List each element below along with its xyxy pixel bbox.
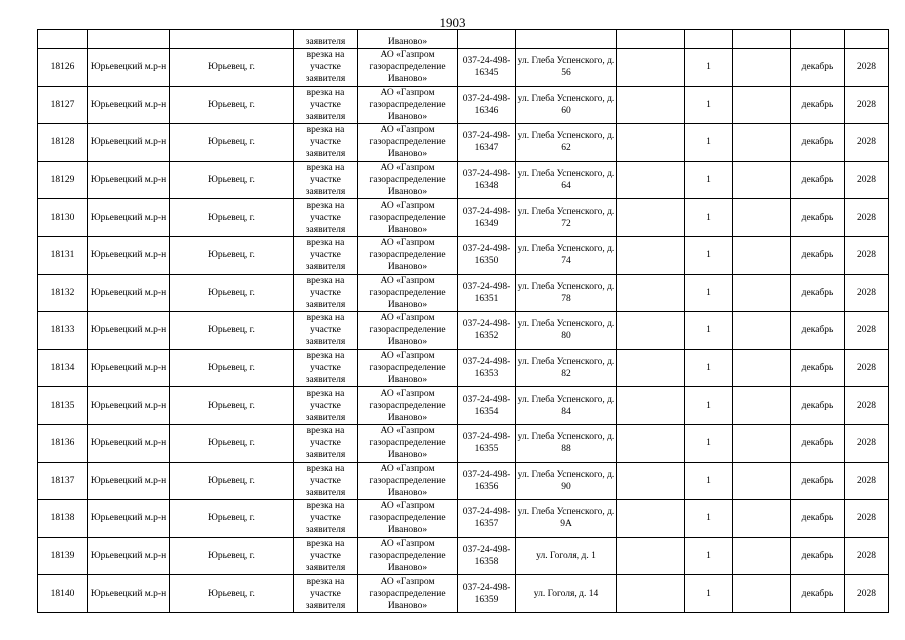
cell-object-number: 037-24-498-16357 (458, 500, 516, 538)
cell-work-type: врезка на участке заявителя (294, 575, 358, 613)
table-row (38, 236, 889, 274)
cell-district: Юрьевецкий м.р-н (88, 199, 170, 237)
cell-district: Юрьевецкий м.р-н (88, 312, 170, 350)
cell-id: 18127 (38, 86, 88, 124)
cell-quantity: 1 (685, 462, 733, 500)
cell-quantity: 1 (685, 537, 733, 575)
cell-organization: АО «Газпром газораспределение Иваново» (358, 274, 458, 312)
cell-work-type: врезка на участке заявителя (294, 86, 358, 124)
cell-empty (685, 30, 733, 49)
table-row (38, 199, 889, 237)
cell-organization: АО «Газпром газораспределение Иваново» (358, 349, 458, 387)
table-row (38, 86, 889, 124)
cell-month: декабрь (791, 161, 845, 199)
table-row (38, 537, 889, 575)
cell-empty (733, 30, 791, 49)
cell-id: 18140 (38, 575, 88, 613)
cell-empty (733, 274, 791, 312)
cell-id: 18126 (38, 49, 88, 87)
cell-id: 18132 (38, 274, 88, 312)
cell-city: Юрьевец, г. (170, 161, 294, 199)
cell-year: 2028 (845, 424, 889, 462)
table-row (38, 500, 889, 538)
cell-quantity: 1 (685, 575, 733, 613)
table-row (38, 424, 889, 462)
cell-address: ул. Глеба Успенского, д. 80 (516, 312, 617, 350)
cell-city: Юрьевец, г. (170, 86, 294, 124)
cell-object-number: 037-24-498-16353 (458, 349, 516, 387)
cell-address: ул. Глеба Успенского, д. 90 (516, 462, 617, 500)
cell-work-type: врезка на участке заявителя (294, 49, 358, 87)
cell-address: ул. Гоголя, д. 1 (516, 537, 617, 575)
cell-object-number: 037-24-498-16354 (458, 387, 516, 425)
cell-empty (617, 86, 685, 124)
cell-district: Юрьевецкий м.р-н (88, 49, 170, 87)
continuation-row (38, 30, 889, 49)
cell-district: Юрьевецкий м.р-н (88, 86, 170, 124)
cell-address: ул. Глеба Успенского, д. 82 (516, 349, 617, 387)
cell-organization: АО «Газпром газораспределение Иваново» (358, 86, 458, 124)
cell-quantity: 1 (685, 349, 733, 387)
cell-month: декабрь (791, 49, 845, 87)
cell-work-type: врезка на участке заявителя (294, 236, 358, 274)
cell-empty (458, 30, 516, 49)
cell-object-number: 037-24-498-16358 (458, 537, 516, 575)
cell-month: декабрь (791, 124, 845, 162)
cell-organization: АО «Газпром газораспределение Иваново» (358, 424, 458, 462)
cell-year: 2028 (845, 161, 889, 199)
cell-empty (733, 199, 791, 237)
cell-district: Юрьевецкий м.р-н (88, 575, 170, 613)
cell-organization: АО «Газпром газораспределение Иваново» (358, 462, 458, 500)
table-row (38, 312, 889, 350)
cell-id: 18134 (38, 349, 88, 387)
cell-id: 18128 (38, 124, 88, 162)
cell-work-type: врезка на участке заявителя (294, 124, 358, 162)
cell-object-number: 037-24-498-16359 (458, 575, 516, 613)
cell-empty (516, 30, 617, 49)
cell-district: Юрьевецкий м.р-н (88, 537, 170, 575)
cell-work-type: врезка на участке заявителя (294, 500, 358, 538)
cell-district: Юрьевецкий м.р-н (88, 274, 170, 312)
cell-city: Юрьевец, г. (170, 424, 294, 462)
table-row (38, 349, 889, 387)
cell-quantity: 1 (685, 500, 733, 538)
cell-quantity: 1 (685, 312, 733, 350)
cell-city: Юрьевец, г. (170, 462, 294, 500)
cell-organization: АО «Газпром газораспределение Иваново» (358, 537, 458, 575)
cell-empty (733, 575, 791, 613)
cell-year: 2028 (845, 462, 889, 500)
cell-id: 18138 (38, 500, 88, 538)
cell-address: ул. Глеба Успенского, д. 64 (516, 161, 617, 199)
gasification-table (37, 29, 889, 613)
cell-empty (733, 462, 791, 500)
table-row (38, 274, 889, 312)
cell-empty (617, 49, 685, 87)
cell-year: 2028 (845, 199, 889, 237)
cell-id: 18139 (38, 537, 88, 575)
cell-empty (617, 161, 685, 199)
table-row (38, 49, 889, 87)
cell-year: 2028 (845, 236, 889, 274)
cell-address: ул. Глеба Успенского, д. 62 (516, 124, 617, 162)
cell-organization: АО «Газпром газораспределение Иваново» (358, 49, 458, 87)
cell-empty (733, 124, 791, 162)
table-row (38, 161, 889, 199)
cell-empty (617, 30, 685, 49)
cell-month: декабрь (791, 86, 845, 124)
cell-month: декабрь (791, 236, 845, 274)
cell-empty (617, 424, 685, 462)
cell-month: декабрь (791, 537, 845, 575)
cell-empty (733, 86, 791, 124)
cell-object-number: 037-24-498-16355 (458, 424, 516, 462)
cell-month: декабрь (791, 500, 845, 538)
cell-empty (617, 124, 685, 162)
cell-month: декабрь (791, 349, 845, 387)
cell-organization: АО «Газпром газораспределение Иваново» (358, 236, 458, 274)
cell-object-number: 037-24-498-16347 (458, 124, 516, 162)
cell-empty (791, 30, 845, 49)
cell-year: 2028 (845, 86, 889, 124)
cell-district: Юрьевецкий м.р-н (88, 387, 170, 425)
cell-quantity: 1 (685, 424, 733, 462)
cell-organization: АО «Газпром газораспределение Иваново» (358, 575, 458, 613)
cell-address: ул. Глеба Успенского, д. 60 (516, 86, 617, 124)
cell-empty (733, 312, 791, 350)
cell-address: ул. Глеба Успенского, д. 56 (516, 49, 617, 87)
cell-address: ул. Глеба Успенского, д. 74 (516, 236, 617, 274)
cell-work-type: врезка на участке заявителя (294, 537, 358, 575)
cell-year: 2028 (845, 49, 889, 87)
cell-quantity: 1 (685, 86, 733, 124)
cell-object-number: 037-24-498-16356 (458, 462, 516, 500)
cell-empty (733, 424, 791, 462)
cell-city: Юрьевец, г. (170, 500, 294, 538)
cell-empty (733, 387, 791, 425)
table-row (38, 575, 889, 613)
cell-id: 18136 (38, 424, 88, 462)
cell-object-number: 037-24-498-16352 (458, 312, 516, 350)
cell-month: декабрь (791, 387, 845, 425)
cell-year: 2028 (845, 274, 889, 312)
cell-object-number: 037-24-498-16351 (458, 274, 516, 312)
cell-year: 2028 (845, 537, 889, 575)
cell-id: 18131 (38, 236, 88, 274)
cell-quantity: 1 (685, 161, 733, 199)
cell-empty (733, 236, 791, 274)
cell-year: 2028 (845, 124, 889, 162)
cell-year: 2028 (845, 575, 889, 613)
cell-object-number: 037-24-498-16350 (458, 236, 516, 274)
cell-organization: АО «Газпром газораспределение Иваново» (358, 387, 458, 425)
cell-quantity: 1 (685, 199, 733, 237)
cell-quantity: 1 (685, 124, 733, 162)
cell-organization: АО «Газпром газораспределение Иваново» (358, 199, 458, 237)
cell-org-continued: Иваново» (358, 30, 458, 49)
cell-quantity: 1 (685, 49, 733, 87)
cell-address: ул. Глеба Успенского, д. 84 (516, 387, 617, 425)
cell-empty (88, 30, 170, 49)
table-row (38, 462, 889, 500)
cell-empty (617, 312, 685, 350)
cell-district: Юрьевецкий м.р-н (88, 462, 170, 500)
cell-empty (733, 500, 791, 538)
cell-empty (617, 500, 685, 538)
cell-city: Юрьевец, г. (170, 349, 294, 387)
cell-city: Юрьевец, г. (170, 387, 294, 425)
cell-empty (170, 30, 294, 49)
cell-object-number: 037-24-498-16349 (458, 199, 516, 237)
cell-work-type: врезка на участке заявителя (294, 161, 358, 199)
cell-work-type: врезка на участке заявителя (294, 387, 358, 425)
cell-district: Юрьевецкий м.р-н (88, 124, 170, 162)
cell-empty (733, 49, 791, 87)
cell-city: Юрьевец, г. (170, 124, 294, 162)
cell-empty (617, 236, 685, 274)
cell-year: 2028 (845, 500, 889, 538)
cell-empty (733, 537, 791, 575)
cell-city: Юрьевец, г. (170, 274, 294, 312)
cell-object-number: 037-24-498-16346 (458, 86, 516, 124)
cell-address: ул. Гоголя, д. 14 (516, 575, 617, 613)
cell-city: Юрьевец, г. (170, 199, 294, 237)
cell-month: декабрь (791, 274, 845, 312)
cell-month: декабрь (791, 575, 845, 613)
cell-id: 18135 (38, 387, 88, 425)
cell-work-type: врезка на участке заявителя (294, 312, 358, 350)
cell-district: Юрьевецкий м.р-н (88, 236, 170, 274)
cell-district: Юрьевецкий м.р-н (88, 349, 170, 387)
cell-city: Юрьевец, г. (170, 49, 294, 87)
cell-id: 18129 (38, 161, 88, 199)
cell-empty (38, 30, 88, 49)
cell-month: декабрь (791, 199, 845, 237)
cell-work-type: врезка на участке заявителя (294, 349, 358, 387)
table-row (38, 124, 889, 162)
cell-object-number: 037-24-498-16348 (458, 161, 516, 199)
cell-empty (617, 349, 685, 387)
cell-year: 2028 (845, 312, 889, 350)
cell-address: ул. Глеба Успенского, д. 88 (516, 424, 617, 462)
cell-quantity: 1 (685, 387, 733, 425)
page-number: 1903 (439, 15, 466, 30)
cell-empty (617, 575, 685, 613)
cell-work-type: врезка на участке заявителя (294, 274, 358, 312)
cell-month: декабрь (791, 312, 845, 350)
cell-empty (733, 349, 791, 387)
cell-address: ул. Глеба Успенского, д. 78 (516, 274, 617, 312)
cell-id: 18130 (38, 199, 88, 237)
cell-work-continued: заявителя (294, 30, 358, 49)
cell-object-number: 037-24-498-16345 (458, 49, 516, 87)
cell-month: декабрь (791, 462, 845, 500)
cell-empty (733, 161, 791, 199)
table-body (38, 30, 889, 613)
cell-year: 2028 (845, 387, 889, 425)
cell-organization: АО «Газпром газораспределение Иваново» (358, 500, 458, 538)
cell-city: Юрьевец, г. (170, 537, 294, 575)
cell-work-type: врезка на участке заявителя (294, 199, 358, 237)
cell-empty (617, 462, 685, 500)
cell-empty (617, 274, 685, 312)
cell-address: ул. Глеба Успенского, д. 72 (516, 199, 617, 237)
cell-quantity: 1 (685, 236, 733, 274)
cell-address: ул. Глеба Успенского, д. 9А (516, 500, 617, 538)
cell-empty (617, 537, 685, 575)
cell-organization: АО «Газпром газораспределение Иваново» (358, 312, 458, 350)
cell-year: 2028 (845, 349, 889, 387)
cell-district: Юрьевецкий м.р-н (88, 500, 170, 538)
cell-organization: АО «Газпром газораспределение Иваново» (358, 124, 458, 162)
cell-city: Юрьевец, г. (170, 236, 294, 274)
table-row (38, 387, 889, 425)
cell-work-type: врезка на участке заявителя (294, 462, 358, 500)
cell-month: декабрь (791, 424, 845, 462)
cell-organization: АО «Газпром газораспределение Иваново» (358, 161, 458, 199)
cell-id: 18133 (38, 312, 88, 350)
cell-empty (617, 199, 685, 237)
cell-district: Юрьевецкий м.р-н (88, 161, 170, 199)
cell-district: Юрьевецкий м.р-н (88, 424, 170, 462)
cell-empty (617, 387, 685, 425)
cell-quantity: 1 (685, 274, 733, 312)
cell-id: 18137 (38, 462, 88, 500)
cell-work-type: врезка на участке заявителя (294, 424, 358, 462)
cell-city: Юрьевец, г. (170, 312, 294, 350)
cell-city: Юрьевец, г. (170, 575, 294, 613)
cell-empty (845, 30, 889, 49)
